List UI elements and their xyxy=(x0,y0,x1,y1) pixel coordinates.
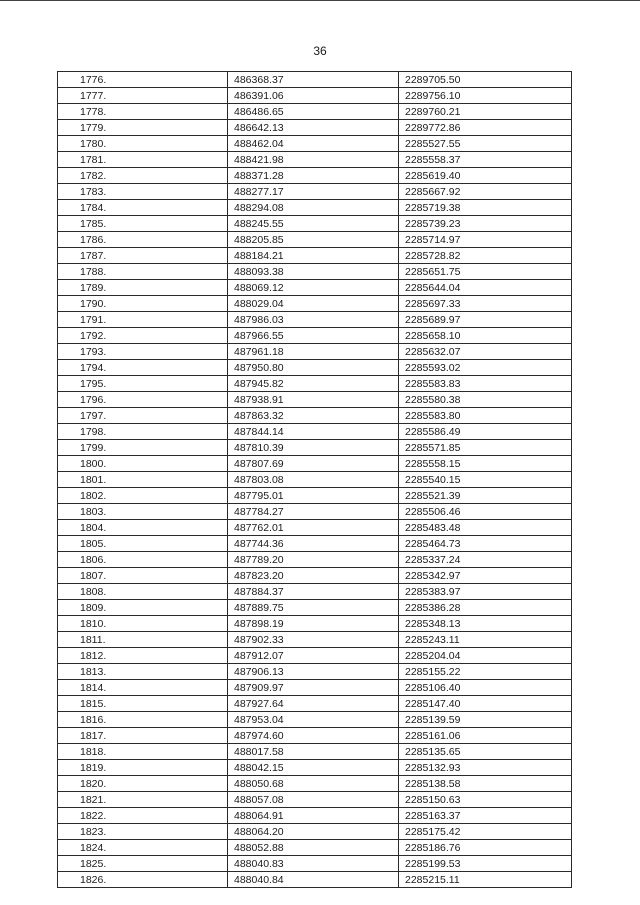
y-coordinate-cell: 2285106.40 xyxy=(399,680,572,696)
table-row xyxy=(58,760,572,776)
table-row xyxy=(58,792,572,808)
y-coordinate-cell: 2285558.15 xyxy=(399,456,572,472)
x-coordinate-cell: 487795.01 xyxy=(228,488,399,504)
table-row xyxy=(58,312,572,328)
point-number-cell: 1785. xyxy=(58,216,228,232)
y-coordinate-cell: 2285464.73 xyxy=(399,536,572,552)
x-coordinate-cell: 487974.60 xyxy=(228,728,399,744)
table-row xyxy=(58,568,572,584)
point-number-cell: 1810. xyxy=(58,616,228,632)
table-row xyxy=(58,168,572,184)
x-coordinate-cell: 487863.32 xyxy=(228,408,399,424)
x-coordinate-cell: 488017.58 xyxy=(228,744,399,760)
x-coordinate-cell: 487902.33 xyxy=(228,632,399,648)
y-coordinate-cell: 2285558.37 xyxy=(399,152,572,168)
table-row xyxy=(58,472,572,488)
y-coordinate-cell: 2285135.65 xyxy=(399,744,572,760)
point-number-cell: 1808. xyxy=(58,584,228,600)
x-coordinate-cell: 488371.28 xyxy=(228,168,399,184)
point-number-cell: 1812. xyxy=(58,648,228,664)
point-number-cell: 1798. xyxy=(58,424,228,440)
table-row xyxy=(58,120,572,136)
y-coordinate-cell: 2285580.38 xyxy=(399,392,572,408)
x-coordinate-cell: 487927.64 xyxy=(228,696,399,712)
y-coordinate-cell: 2285342.97 xyxy=(399,568,572,584)
top-border-line xyxy=(0,0,640,1)
y-coordinate-cell: 2289756.10 xyxy=(399,88,572,104)
y-coordinate-cell: 2285632.07 xyxy=(399,344,572,360)
y-coordinate-cell: 2285586.49 xyxy=(399,424,572,440)
table-row xyxy=(58,744,572,760)
y-coordinate-cell: 2285658.10 xyxy=(399,328,572,344)
x-coordinate-cell: 488042.15 xyxy=(228,760,399,776)
coordinate-table-body xyxy=(58,72,572,888)
x-coordinate-cell: 487807.69 xyxy=(228,456,399,472)
x-coordinate-cell: 488205.85 xyxy=(228,232,399,248)
point-number-cell: 1792. xyxy=(58,328,228,344)
table-row xyxy=(58,616,572,632)
x-coordinate-cell: 487744.36 xyxy=(228,536,399,552)
point-number-cell: 1786. xyxy=(58,232,228,248)
table-row xyxy=(58,376,572,392)
point-number-cell: 1813. xyxy=(58,664,228,680)
x-coordinate-cell: 487844.14 xyxy=(228,424,399,440)
point-number-cell: 1824. xyxy=(58,840,228,856)
table-row xyxy=(58,360,572,376)
point-number-cell: 1817. xyxy=(58,728,228,744)
x-coordinate-cell: 488294.08 xyxy=(228,200,399,216)
x-coordinate-cell: 487950.80 xyxy=(228,360,399,376)
point-number-cell: 1803. xyxy=(58,504,228,520)
y-coordinate-cell: 2285521.39 xyxy=(399,488,572,504)
y-coordinate-cell: 2285348.13 xyxy=(399,616,572,632)
x-coordinate-cell: 488421.98 xyxy=(228,152,399,168)
table-row xyxy=(58,328,572,344)
y-coordinate-cell: 2289772.86 xyxy=(399,120,572,136)
table-row xyxy=(58,808,572,824)
x-coordinate-cell: 486368.37 xyxy=(228,72,399,88)
table-row xyxy=(58,840,572,856)
y-coordinate-cell: 2285689.97 xyxy=(399,312,572,328)
y-coordinate-cell: 2285506.46 xyxy=(399,504,572,520)
point-number-cell: 1799. xyxy=(58,440,228,456)
point-number-cell: 1779. xyxy=(58,120,228,136)
x-coordinate-cell: 487810.39 xyxy=(228,440,399,456)
point-number-cell: 1788. xyxy=(58,264,228,280)
table-row xyxy=(58,280,572,296)
point-number-cell: 1822. xyxy=(58,808,228,824)
table-row xyxy=(58,824,572,840)
y-coordinate-cell: 2285161.06 xyxy=(399,728,572,744)
y-coordinate-cell: 2285651.75 xyxy=(399,264,572,280)
point-number-cell: 1777. xyxy=(58,88,228,104)
table-row xyxy=(58,264,572,280)
page-number: 36 xyxy=(313,44,327,58)
table-row xyxy=(58,184,572,200)
y-coordinate-cell: 2285386.28 xyxy=(399,600,572,616)
y-coordinate-cell: 2285644.04 xyxy=(399,280,572,296)
point-number-cell: 1787. xyxy=(58,248,228,264)
y-coordinate-cell: 2285163.37 xyxy=(399,808,572,824)
y-coordinate-cell: 2285243.11 xyxy=(399,632,572,648)
x-coordinate-cell: 487789.20 xyxy=(228,552,399,568)
point-number-cell: 1795. xyxy=(58,376,228,392)
x-coordinate-cell: 487803.08 xyxy=(228,472,399,488)
point-number-cell: 1801. xyxy=(58,472,228,488)
point-number-cell: 1794. xyxy=(58,360,228,376)
x-coordinate-cell: 487823.20 xyxy=(228,568,399,584)
point-number-cell: 1811. xyxy=(58,632,228,648)
y-coordinate-cell: 2285540.15 xyxy=(399,472,572,488)
x-coordinate-cell: 487889.75 xyxy=(228,600,399,616)
table-row xyxy=(58,392,572,408)
y-coordinate-cell: 2285714.97 xyxy=(399,232,572,248)
point-number-cell: 1796. xyxy=(58,392,228,408)
table-row xyxy=(58,696,572,712)
table-row xyxy=(58,136,572,152)
y-coordinate-cell: 2285593.02 xyxy=(399,360,572,376)
y-coordinate-cell: 2285739.23 xyxy=(399,216,572,232)
point-number-cell: 1820. xyxy=(58,776,228,792)
table-row xyxy=(58,296,572,312)
table-row xyxy=(58,680,572,696)
y-coordinate-cell: 2285383.97 xyxy=(399,584,572,600)
x-coordinate-cell: 488029.04 xyxy=(228,296,399,312)
table-row xyxy=(58,424,572,440)
table-row xyxy=(58,440,572,456)
point-number-cell: 1816. xyxy=(58,712,228,728)
table-row xyxy=(58,72,572,88)
y-coordinate-cell: 2285583.83 xyxy=(399,376,572,392)
x-coordinate-cell: 487961.18 xyxy=(228,344,399,360)
y-coordinate-cell: 2285619.40 xyxy=(399,168,572,184)
y-coordinate-cell: 2285697.33 xyxy=(399,296,572,312)
point-number-cell: 1804. xyxy=(58,520,228,536)
point-number-cell: 1826. xyxy=(58,872,228,888)
table-row xyxy=(58,200,572,216)
x-coordinate-cell: 488052.88 xyxy=(228,840,399,856)
coordinate-table xyxy=(57,71,572,888)
point-number-cell: 1821. xyxy=(58,792,228,808)
point-number-cell: 1793. xyxy=(58,344,228,360)
table-row xyxy=(58,104,572,120)
table-row xyxy=(58,88,572,104)
x-coordinate-cell: 487909.97 xyxy=(228,680,399,696)
y-coordinate-cell: 2285667.92 xyxy=(399,184,572,200)
x-coordinate-cell: 488245.55 xyxy=(228,216,399,232)
x-coordinate-cell: 487762.01 xyxy=(228,520,399,536)
table-row xyxy=(58,456,572,472)
table-row xyxy=(58,408,572,424)
y-coordinate-cell: 2285204.04 xyxy=(399,648,572,664)
table-row xyxy=(58,600,572,616)
y-coordinate-cell: 2285147.40 xyxy=(399,696,572,712)
table-row xyxy=(58,488,572,504)
x-coordinate-cell: 486486.65 xyxy=(228,104,399,120)
table-row xyxy=(58,712,572,728)
y-coordinate-cell: 2289760.21 xyxy=(399,104,572,120)
table-row xyxy=(58,504,572,520)
point-number-cell: 1783. xyxy=(58,184,228,200)
x-coordinate-cell: 487898.19 xyxy=(228,616,399,632)
x-coordinate-cell: 488040.83 xyxy=(228,856,399,872)
point-number-cell: 1806. xyxy=(58,552,228,568)
y-coordinate-cell: 2285199.53 xyxy=(399,856,572,872)
table-row xyxy=(58,552,572,568)
y-coordinate-cell: 2285186.76 xyxy=(399,840,572,856)
point-number-cell: 1802. xyxy=(58,488,228,504)
table-row xyxy=(58,520,572,536)
point-number-cell: 1791. xyxy=(58,312,228,328)
x-coordinate-cell: 488040.84 xyxy=(228,872,399,888)
y-coordinate-cell: 2285728.82 xyxy=(399,248,572,264)
x-coordinate-cell: 488093.38 xyxy=(228,264,399,280)
y-coordinate-cell: 2289705.50 xyxy=(399,72,572,88)
y-coordinate-cell: 2285719.38 xyxy=(399,200,572,216)
x-coordinate-cell: 487945.82 xyxy=(228,376,399,392)
table-row xyxy=(58,872,572,888)
x-coordinate-cell: 486642.13 xyxy=(228,120,399,136)
table-row xyxy=(58,584,572,600)
point-number-cell: 1815. xyxy=(58,696,228,712)
x-coordinate-cell: 487966.55 xyxy=(228,328,399,344)
point-number-cell: 1790. xyxy=(58,296,228,312)
x-coordinate-cell: 488064.91 xyxy=(228,808,399,824)
point-number-cell: 1823. xyxy=(58,824,228,840)
point-number-cell: 1789. xyxy=(58,280,228,296)
table-row xyxy=(58,344,572,360)
point-number-cell: 1781. xyxy=(58,152,228,168)
x-coordinate-cell: 488277.17 xyxy=(228,184,399,200)
x-coordinate-cell: 487912.07 xyxy=(228,648,399,664)
point-number-cell: 1800. xyxy=(58,456,228,472)
x-coordinate-cell: 487953.04 xyxy=(228,712,399,728)
point-number-cell: 1825. xyxy=(58,856,228,872)
y-coordinate-cell: 2285571.85 xyxy=(399,440,572,456)
x-coordinate-cell: 487884.37 xyxy=(228,584,399,600)
table-row xyxy=(58,232,572,248)
point-number-cell: 1805. xyxy=(58,536,228,552)
point-number-cell: 1818. xyxy=(58,744,228,760)
point-number-cell: 1776. xyxy=(58,72,228,88)
point-number-cell: 1782. xyxy=(58,168,228,184)
y-coordinate-cell: 2285138.58 xyxy=(399,776,572,792)
x-coordinate-cell: 487938.91 xyxy=(228,392,399,408)
table-row xyxy=(58,216,572,232)
y-coordinate-cell: 2285175.42 xyxy=(399,824,572,840)
table-row xyxy=(58,776,572,792)
point-number-cell: 1809. xyxy=(58,600,228,616)
point-number-cell: 1807. xyxy=(58,568,228,584)
point-number-cell: 1797. xyxy=(58,408,228,424)
table-row xyxy=(58,728,572,744)
x-coordinate-cell: 488050.68 xyxy=(228,776,399,792)
y-coordinate-cell: 2285155.22 xyxy=(399,664,572,680)
table-row xyxy=(58,632,572,648)
point-number-cell: 1780. xyxy=(58,136,228,152)
x-coordinate-cell: 488462.04 xyxy=(228,136,399,152)
x-coordinate-cell: 487784.27 xyxy=(228,504,399,520)
point-number-cell: 1814. xyxy=(58,680,228,696)
y-coordinate-cell: 2285483.48 xyxy=(399,520,572,536)
table-row xyxy=(58,248,572,264)
y-coordinate-cell: 2285150.63 xyxy=(399,792,572,808)
table-row xyxy=(58,648,572,664)
point-number-cell: 1778. xyxy=(58,104,228,120)
y-coordinate-cell: 2285132.93 xyxy=(399,760,572,776)
x-coordinate-cell: 488057.08 xyxy=(228,792,399,808)
y-coordinate-cell: 2285215.11 xyxy=(399,872,572,888)
y-coordinate-cell: 2285527.55 xyxy=(399,136,572,152)
table-row xyxy=(58,664,572,680)
x-coordinate-cell: 486391.06 xyxy=(228,88,399,104)
point-number-cell: 1819. xyxy=(58,760,228,776)
x-coordinate-cell: 488064.20 xyxy=(228,824,399,840)
x-coordinate-cell: 488184.21 xyxy=(228,248,399,264)
table-row xyxy=(58,856,572,872)
x-coordinate-cell: 487986.03 xyxy=(228,312,399,328)
y-coordinate-cell: 2285139.59 xyxy=(399,712,572,728)
y-coordinate-cell: 2285583.80 xyxy=(399,408,572,424)
table-row xyxy=(58,152,572,168)
x-coordinate-cell: 487906.13 xyxy=(228,664,399,680)
table-row xyxy=(58,536,572,552)
x-coordinate-cell: 488069.12 xyxy=(228,280,399,296)
point-number-cell: 1784. xyxy=(58,200,228,216)
y-coordinate-cell: 2285337.24 xyxy=(399,552,572,568)
